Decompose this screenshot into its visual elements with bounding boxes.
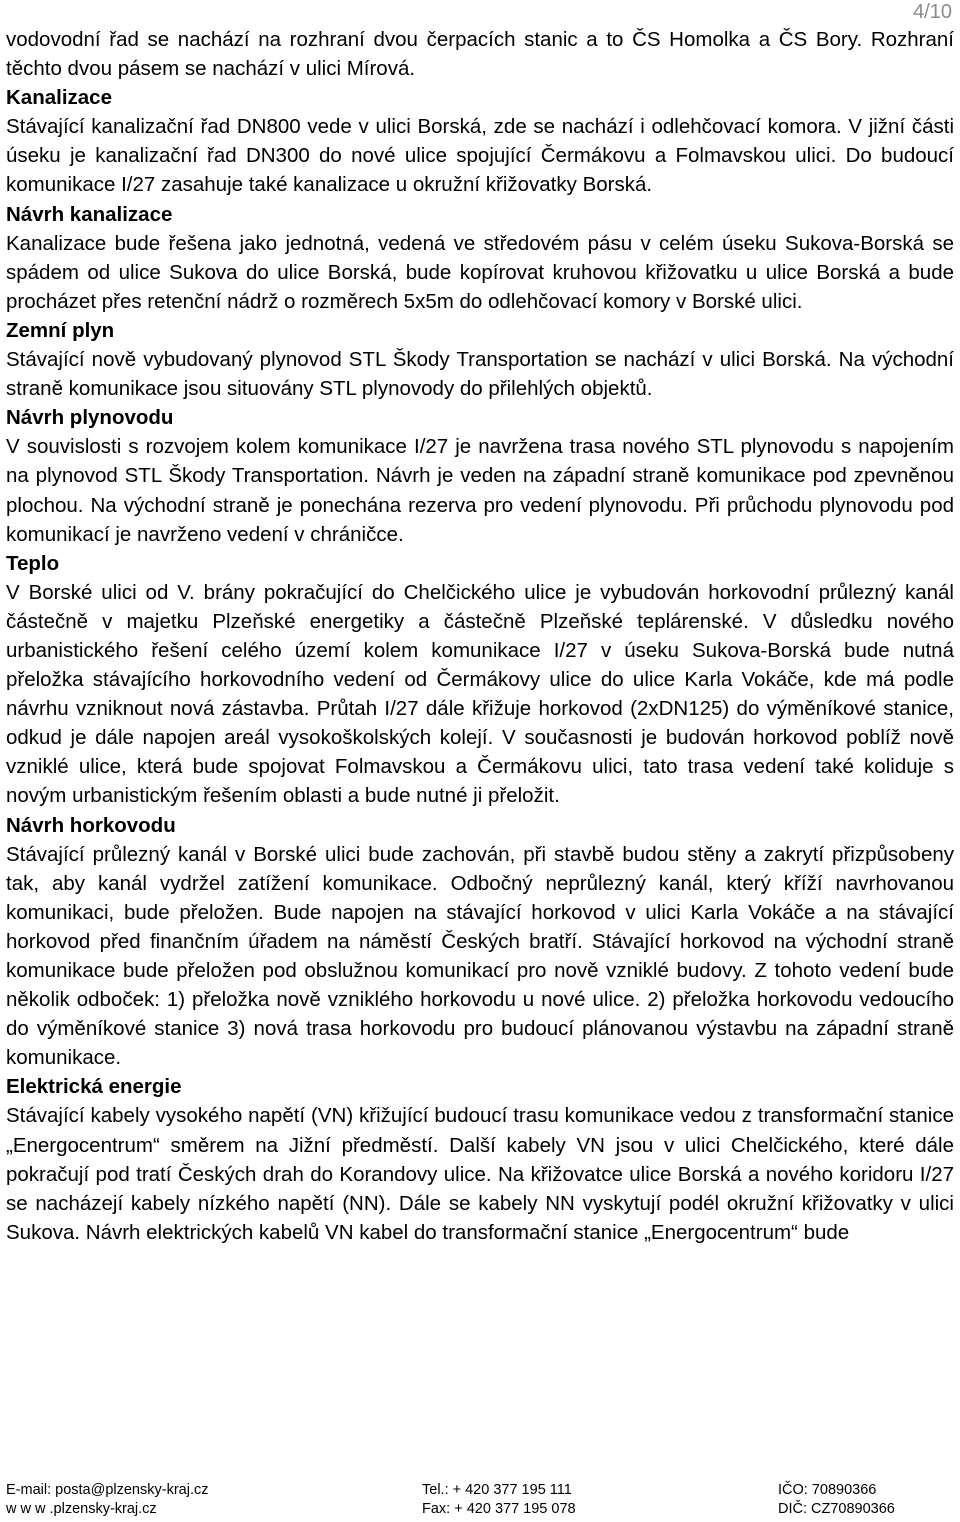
body-paragraph: Stávající nově vybudovaný plynovod STL Škody Transportation se nachází v ulici Borská. Na východní straně komunikace jsou situovány STL plynovody do přilehlých objektů.	[6, 348, 954, 401]
body-paragraph: vodovodní řad se nachází na rozhraní dvou čerpacích stanic a to ČS Homolka a ČS Bory. Rozhraní těchto dvou pásem se nachází v ulici Mírová.	[6, 28, 954, 81]
footer-contact-column	[6, 1481, 208, 1519]
footer-phone-column	[422, 1481, 576, 1519]
body-paragraph: V souvislosti s rozvojem kolem komunikace I/27 je navržena trasa nového STL plynovodu s napojením na plynovod STL Škody Transportation. Návrh je veden na západní straně komunikace pod zpevněnou plochou. Na východní straně je ponechána rezerva pro vedení plynovodu. Při průchodu plynovodu pod komunikací je navrženo vedení v chráničce.	[6, 435, 954, 546]
section-heading: Kanalizace	[6, 86, 112, 110]
page-footer	[6, 1481, 954, 1521]
footer-email: E-mail: posta@plzensky-kraj.cz	[6, 1482, 209, 1498]
body-paragraph: Stávající kabely vysokého napětí (VN) křižující budoucí trasu komunikace vedou z transformační stanice „Energocentrum“ směrem na Jižní předměstí. Další kabely VN jsou v ulici Chelčického, které dále pokračují pod tratí Českých drah do Korandovy ulice. Na křižovatce ulice Borská a nového koridoru I/27 se nacházejí kabely nízkého napětí (NN). Dále se kabely NN vyskytují podél okružní křižovatky v ulici Sukova. Návrh elektrických kabelů VN kabel do transformační stanice „Energocentrum“ bude	[6, 1104, 954, 1244]
page-number: 4/10	[913, 1, 952, 23]
body-paragraph: V Borské ulici od V. brány pokračující do Chelčického ulice je vybudován horkovodní průlezný kanál částečně v majetku Plzeňské energetiky a částečně Plzeňské teplárenské. V důsledku nového urbanistického řešení celého území kolem komunikace I/27 v úseku Sukova-Borská bude nutná přeložka stávajícího horkovodního vedení od Čermákovy ulice do ulice Karla Vokáče, kde má podle návrhu vzniknout nová zástavba. Průtah I/27 dále křižuje horkovod (2xDN125) do výměníkové stanice, odkud je dále napojen areál vysokoškolských kolejí. V současnosti je budován horkovod poblíž nově vzniklé ulice, která bude spojovat Folmavskou a Čermákovu ulici, tato trasa vedení také koliduje s novým urbanistickým řešením oblasti a bude nutné ji přeložit.	[6, 580, 954, 808]
footer-phone: Tel.: + 420 377 195 111	[422, 1482, 572, 1498]
body-paragraph: Kanalizace bude řešena jako jednotná, vedená ve středovém pásu v celém úseku Sukova-Borská se spádem od ulice Sukova do ulice Borská, bude kopírovat kruhovou křižovatku u ulice Borská a bude procházet přes retenční nádrž o rozměrech 5x5m do odlehčovací komory v Borské ulici.	[6, 231, 954, 313]
body-paragraph: Stávající kanalizační řad DN800 vede v ulici Borská, zde se nachází i odlehčovací komora. V jižní části úseku je kanalizační řad DN300 do nové ulice spojující Čermákovu a Folmavskou ulici. Do budoucí komunikace I/27 zasahuje také kanalizace u okružní křižovatky Borská.	[6, 115, 954, 197]
section-heading: Návrh plynovodu	[6, 406, 174, 430]
section-heading: Zemní plyn	[6, 318, 115, 342]
section-heading: Teplo	[6, 551, 60, 575]
footer-fax: Fax: + 420 377 195 078	[422, 1501, 576, 1517]
body-paragraph: Stávající průlezný kanál v Borské ulici bude zachován, při stavbě budou stěny a zakrytí přizpůsobeny tak, aby kanál vydržel zatížení komunikace. Odbočný neprůlezný kanál, který kříží navrhovanou komunikaci, bude přeložen. Bude napojen na stávající horkovod v ulici Karla Vokáče a na stávající horkovod před finančním úřadem na náměstí Českých bratří. Stávající horkovod na východní straně komunikace bude přeložen pod obslužnou komunikací pro nově vzniklé budovy. Z tohoto vedení bude několik odboček: 1) přeložka nově vzniklého horkovodu u nové ulice. 2) přeložka horkovodu vedoucího do výměníkové stanice 3) nová trasa horkovodu pro budoucí plánovanou výstavbu na západní straně komunikace.	[6, 842, 954, 1070]
section-heading: Návrh horkovodu	[6, 813, 176, 837]
footer-dic: DIČ: CZ70890366	[778, 1501, 895, 1517]
section-heading: Návrh kanalizace	[6, 202, 173, 226]
document-body	[6, 25, 954, 1247]
section-heading: Elektrická energie	[6, 1075, 182, 1099]
footer-ico: IČO: 70890366	[778, 1482, 877, 1498]
footer-id-column	[778, 1481, 895, 1519]
footer-website: w w w .plzensky-kraj.cz	[6, 1501, 157, 1517]
